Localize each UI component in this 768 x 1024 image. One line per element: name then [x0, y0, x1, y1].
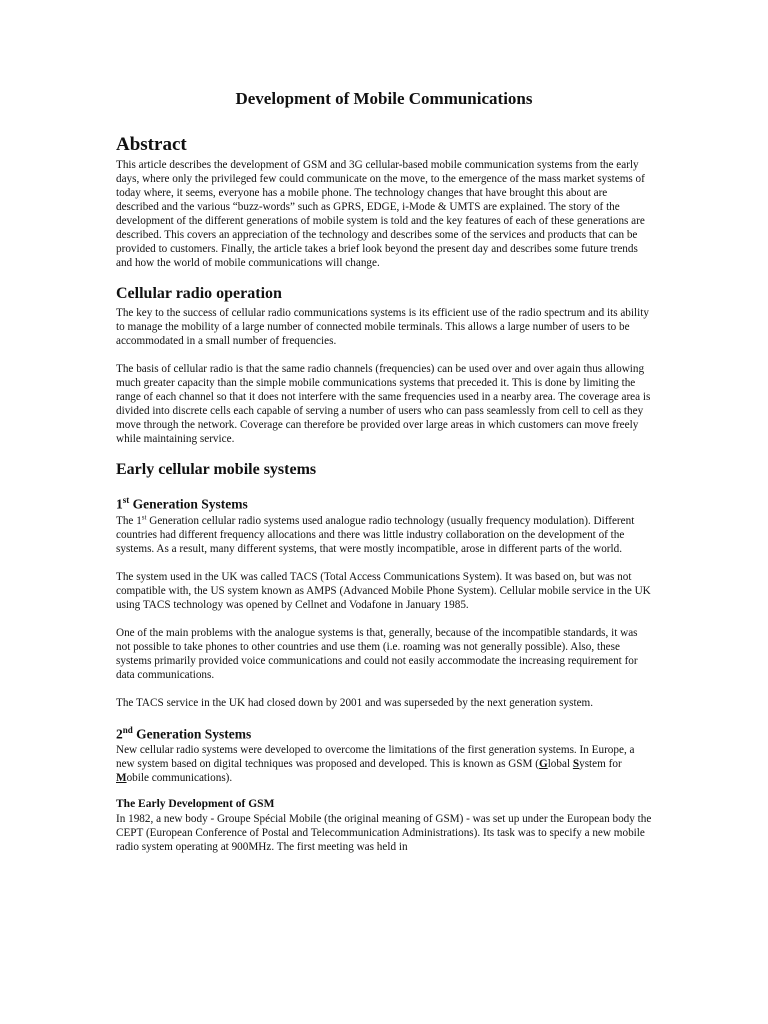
- second-gen-heading-sup: nd: [122, 724, 133, 735]
- gsm-word-lobal: lobal: [547, 758, 573, 770]
- gsm-word-ystem: ystem for: [579, 758, 622, 770]
- second-gen-heading-rest: Generation Systems: [132, 726, 252, 741]
- gsm-early-paragraph: In 1982, a new body - Groupe Spécial Mobile (the original meaning of GSM) - was set up under the European body the CEPT (European Conference of Postal and Telecommunication Administrations). Its task was to specify a new mobile radio system operating at 900MHz. The first meeting was held in: [116, 813, 652, 853]
- first-gen-paragraph-1: [116, 514, 652, 556]
- abstract-paragraph: This article describes the development of GSM and 3G cellular-based mobile communication systems from the early days, where only the privileged few could communicate on the move, to the emergence of the mass market systems of today where, it seems, everyone has a mobile phone. The technology changes that have brought this about are described and the various “buzz-words” such as GPRS, EDGE, i-Mode & UMTS are explained. The story of the development of the different generations of mobile system is told and the key features of each of these generations are described. This covers an appreciation of the technology and describes some of the services and products that can be provided to customers. Finally, the article takes a brief look beyond the present day and describes some future trends and how the world of mobile communications will change.: [116, 159, 645, 269]
- first-gen-p1-sup: st: [141, 512, 147, 521]
- gsm-letter-s: S: [572, 758, 580, 770]
- gsm-word-obile: obile communications).: [126, 772, 233, 784]
- cellular-radio-heading: Cellular radio operation: [116, 285, 282, 302]
- first-gen-paragraph-3: One of the main problems with the analogue systems is that, generally, because of the incompatible standards, it was not possible to take phones to other countries and use them (i.e. roaming was not generally possible). Also, these systems primarily provided voice communications and could not easily accommodate the increasing requirement for data communications.: [116, 626, 638, 681]
- first-gen-heading-num: 1: [116, 496, 123, 512]
- abstract-heading: Abstract: [116, 134, 187, 155]
- gsm-early-development-heading: The Early Development of GSM: [116, 798, 275, 810]
- page-title: Development of Mobile Communications: [235, 89, 533, 108]
- first-generation-heading: [116, 492, 652, 513]
- gsm-letter-g: G: [539, 758, 548, 770]
- second-generation-heading: [116, 722, 652, 743]
- second-gen-p1-text: New cellular radio systems were developed to overcome the limitations of the first generation systems. In Europe, a new system based on digital techniques was proposed and developed. This is known as GSM (: [116, 744, 635, 770]
- gsm-letter-m: M: [116, 772, 127, 784]
- document-page: [116, 88, 652, 854]
- first-gen-paragraph-2: The system used in the UK was called TACS (Total Access Communications System). It was based on, but was not compatible with, the US system known as AMPS (Advanced Mobile Phone System). Cellular mobile service in the UK using TACS technology was opened by Cellnet and Vodafone in January 1985.: [116, 570, 651, 611]
- cellular-paragraph-1: The key to the success of cellular radio communications systems is its efficient use of the radio spectrum and its ability to manage the mobility of a large number of connected mobile terminals. This allows a large number of users to be accommodated in a small number of frequencies.: [116, 307, 649, 347]
- cellular-paragraph-2: The basis of cellular radio is that the same radio channels (frequencies) can be used over and over again thus allowing much greater capacity than the simple mobile communications systems that preceded it. This is done by limiting the range of each channel so that it does not interfere with the same frequencies used in a nearby area. The coverage area is divided into discrete cells each capable of serving a number of users who can pass seamlessly from cell to cell as they move through the network. Coverage can therefore be provided over large areas in which customers can move freely while maintaining service.: [116, 363, 651, 445]
- early-systems-heading: Early cellular mobile systems: [116, 461, 317, 478]
- second-gen-heading-num: 2: [116, 726, 123, 741]
- first-gen-p1-rest: Generation cellular radio systems used analogue radio technology (usually frequency modulation). Different countries had different frequency allocations and there was little industry collaboration on the development of the systems. As a result, many different systems, that were mostly incompatible, arose in different parts of the world.: [116, 514, 635, 555]
- first-gen-heading-rest: Generation Systems: [129, 496, 248, 512]
- first-gen-p1-start: The 1: [116, 514, 142, 527]
- second-gen-paragraph-1: [116, 743, 652, 785]
- first-gen-paragraph-4: The TACS service in the UK had closed down by 2001 and was superseded by the next generation system.: [116, 696, 594, 709]
- first-gen-heading-sup: st: [122, 495, 130, 505]
